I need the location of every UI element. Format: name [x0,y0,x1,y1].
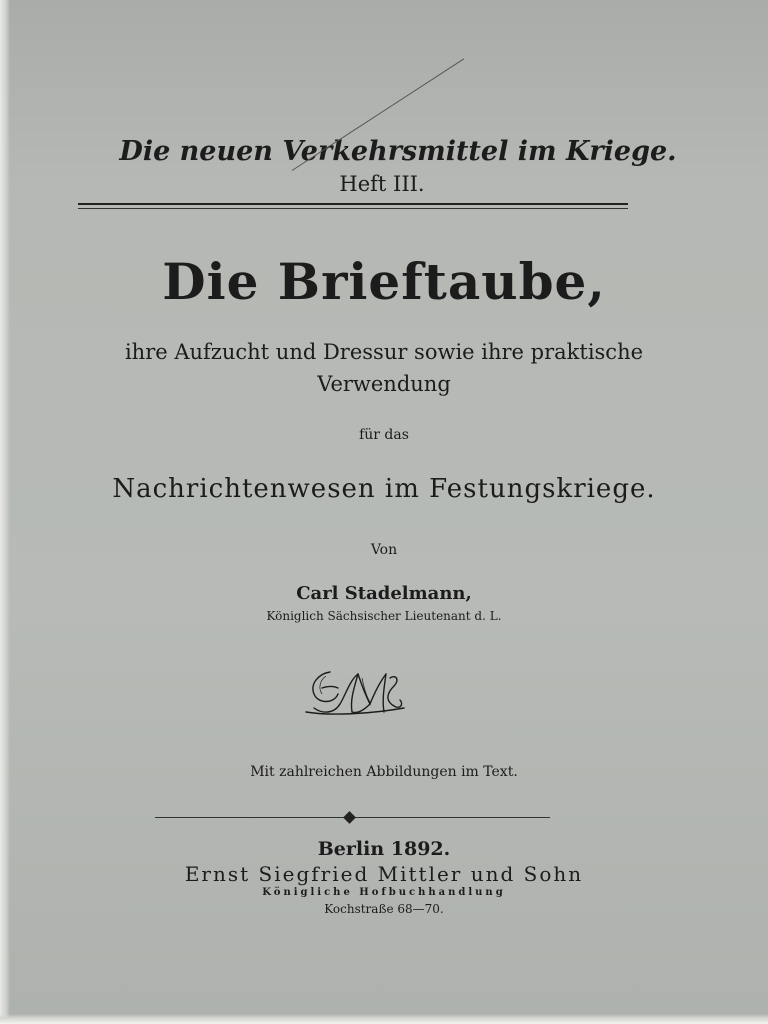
book-title: Die Brieftaube, [162,252,606,311]
subtitle-line-3: Nachrichtenwesen im Festungskriege. [112,474,656,504]
publisher-monogram-icon [300,664,408,720]
imprint-city-year: Berlin 1892. [317,838,451,860]
page-edge-bottom [0,1014,768,1024]
author-name: Carl Stadelmann, [296,583,472,604]
imprint-publisher: Ernst Siegfried Mittler und Sohn [184,862,584,886]
illustrations-note: Mit zahlreichen Abbildungen im Text. [250,764,518,780]
subtitle-connector: für das [359,427,409,443]
author-rank: Königlich Sächsischer Lieutenant d. L. [266,609,502,623]
header-rule-thin [78,208,628,209]
ornament-diamond-icon [343,811,356,824]
series-part: Heft III. [339,172,425,196]
subtitle-line-1: ihre Aufzucht und Dressur sowie ihre praktische [124,340,644,364]
imprint-bookshop: Königliche Hofbuchhandlung [262,887,506,898]
header-rule-thick [78,203,628,205]
byline-von: Von [370,542,398,558]
subtitle-line-2: Verwendung [317,372,451,396]
series-title: Die neuen Verkehrsmittel im Kriege. [119,136,677,167]
imprint-address: Kochstraße 68—70. [324,902,444,916]
